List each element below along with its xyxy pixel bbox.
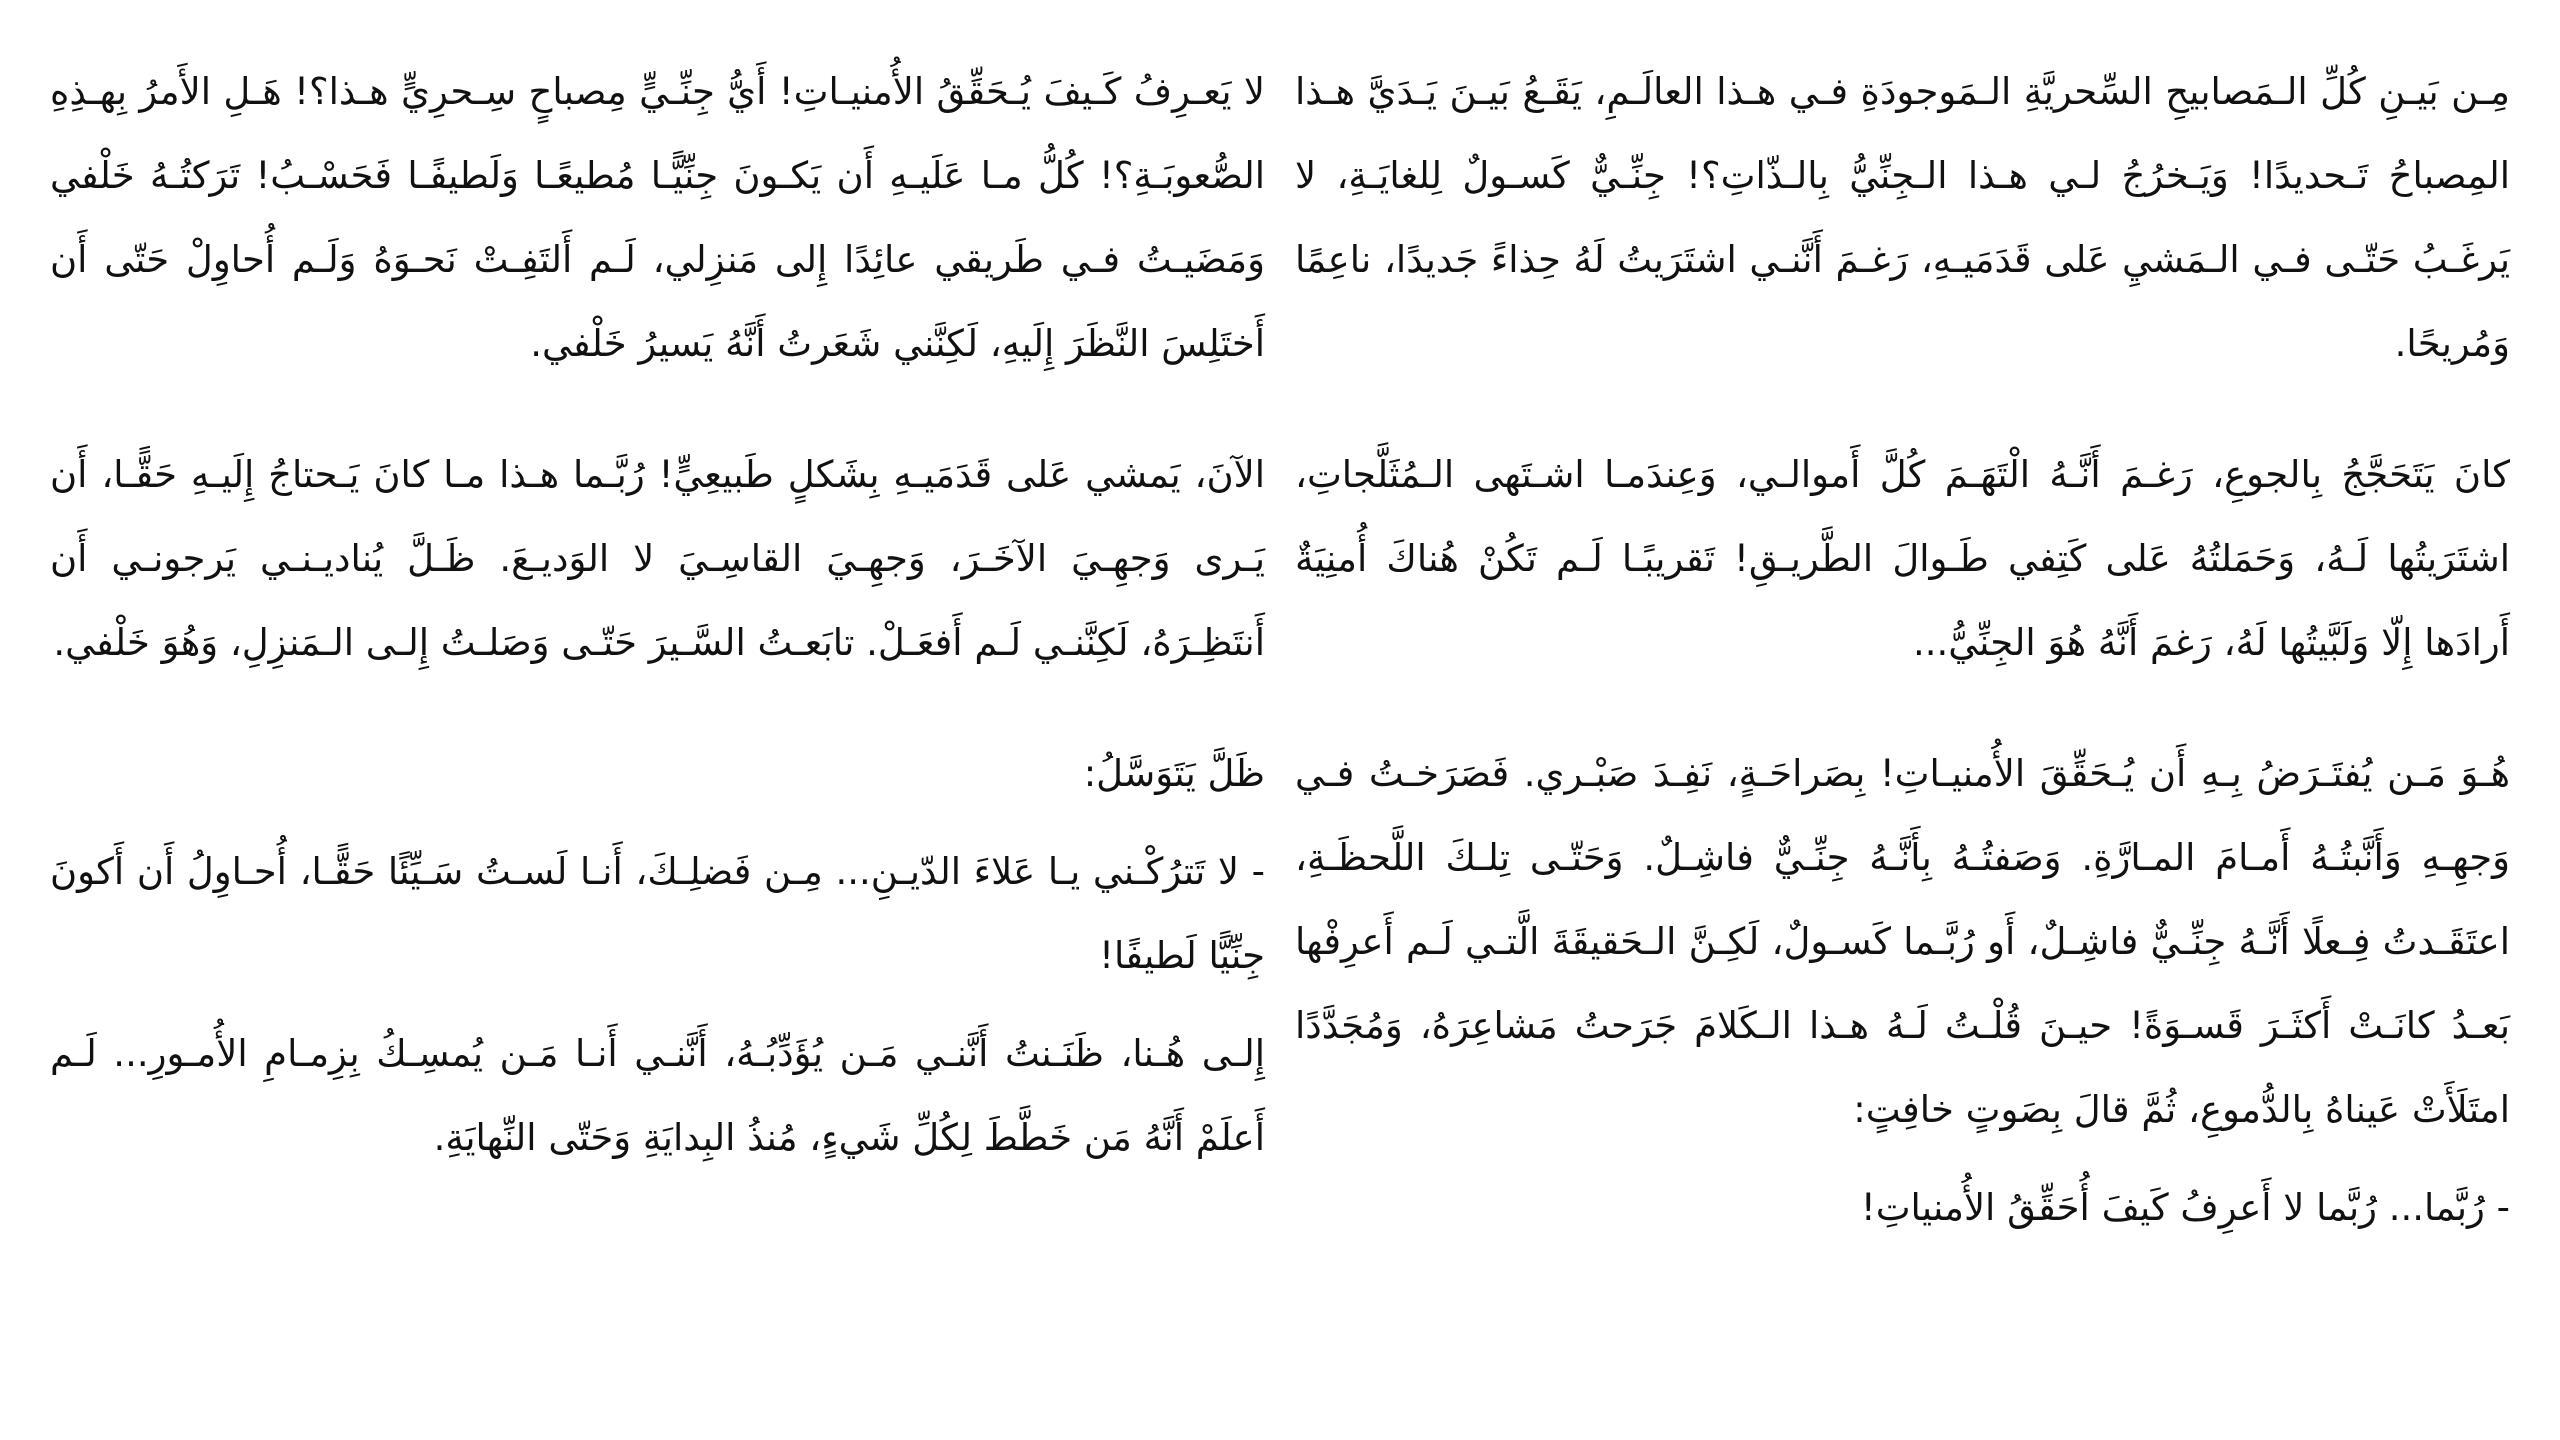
paragraph: ظَلَّ يَتَوَسَّلُ: xyxy=(1083,752,1265,795)
dialogue-line: - رُبَّما... رُبَّما لا أَعرِفُ كَيفَ أُحَقِّقُ الأُمنياتِ! xyxy=(1860,1186,2510,1229)
left-page xyxy=(50,50,1265,1440)
paragraph: كانَ يَتَحَجَّجُ بِالجوعِ، رَغـمَ أَنَّـهُ الْتَهَـمَ كُلَّ أَموالـي، وَعِندَمـا اشـتَهى الـمُثَلَّجاتِ، اشتَرَيتُها لَـهُ، وَحَمَلتُهُ عَلى كَتِفي طَـوالَ الطَّريـقِ! تَقريبًـا لَـم تَكُنْ هُناكَ أُمنِيَةٌ أَرادَها إِلّا وَلَبَّيتُها لَهُ، رَغمَ أَنَّهُ هُوَ الجِنِّيُّ... xyxy=(1295,453,2510,664)
paragraph: لا يَعـرِفُ كَـيفَ يُـحَقِّقُ الأُمنيـاتِ! أَيُّ جِنِّـيٍّ مِصباحٍ سِـحرِيٍّ هـذا؟! هَـلِ الأَمرُ بِهـذِهِ الصُّعوبَـةِ؟! كُلُّ مـا عَلَيـهِ أَن يَكـونَ جِنِّيًّـا مُطيعًـا وَلَطيفًـا فَحَسْـبُ! تَرَكتُـهُ خَلْفي وَمَضَيـتُ فـي طَريقي عائِدًا إِلى مَنزِلي، لَـم أَلتَفِـتْ نَحـوَهُ وَلَـم أُحاوِلْ حَتّى أَن أَختَلِسَ النَّظَرَ إِلَيهِ، لَكِنَّني شَعَرتُ أَنَّهُ يَسيرُ خَلْفي. xyxy=(50,70,1265,365)
paragraph: مِـن بَيـنِ كُلِّ الـمَصابيحِ السِّحريَّةِ الـمَوجودَةِ فـي هـذا العالَـمِ، يَقَـعُ بَيـنَ يَـدَيَّ هـذا المِصباحُ تَـحديدًا! وَيَـخرُجُ لـي هـذا الـجِنِّيُّ بِالـذّاتِ؟! جِنِّـيٌّ كَسـولٌ لِلغايَـةِ، لا يَرغَـبُ حَتّـى فـي الـمَشيِ عَلى قَدَمَيـهِ، رَغـمَ أَنَّنـي اشتَرَيتُ لَهُ حِذاءً جَديدًا، ناعِمًا وَمُريحًا. xyxy=(1295,70,2510,365)
dialogue-line: - لا تَترُكْـني يـا عَلاءَ الدّيـنِ... مِـن فَضلِـكَ، أَنـا لَسـتُ سَـيِّئًا حَقًّـا، أُحـاوِلُ أَن أَكونَ جِنِّيًّا لَطيفًا! xyxy=(50,850,1265,977)
paragraph: الآنَ، يَمشي عَلى قَدَمَيـهِ بِشَكلٍ طَبيعِيٍّ! رُبَّـما هـذا مـا كانَ يَـحتاجُ إِلَيـهِ حَقًّـا، أَن يَـرى وَجهِـيَ الآخَـرَ، وَجهِـيَ القاسِـيَ لا الوَديـعَ. ظَـلَّ يُناديـنـي يَرجونـي أَن أَنتَظِـرَهُ، لَكِنَّنـي لَـم أَفعَـلْ. تابَعـتُ السَّـيرَ حَتّـى وَصَلـتُ إِلـى الـمَنزِلِ، وَهُوَ خَلْفي. xyxy=(50,453,1265,664)
paragraph: إِلـى هُـنا، ظَنَـنتُ أَنَّنـي مَـن يُؤَدِّبُـهُ، أَنَّنـي أَنـا مَـن يُمسِـكُ بِزِمـامِ الأُمـورِ... لَـم أَعلَمْ أَنَّهُ مَن خَطَّطَ لِكُلِّ شَيءٍ، مُنذُ البِدايَةِ وَحَتّى النِّهايَةِ. xyxy=(50,1032,1265,1159)
paragraph: هُـوَ مَـن يُفتَـرَضُ بِـهِ أَن يُـحَقِّقَ الأُمنيـاتِ! بِصَراحَـةٍ، نَفِـدَ صَبْـري. فَصَرَخـتُ فـي وَجهِـهِ وَأَنَّبتُـهُ أَمـامَ المـارَّةِ. وَصَفتُـهُ بِأَنَّـهُ جِنِّـيٌّ فاشِـلٌ. وَحَتّـى تِلـكَ اللَّحظَـةِ، اعتَقَـدتُ فِـعلًا أَنَّـهُ جِنِّـيٌّ فاشِـلٌ، أَو رُبَّـما كَسـولٌ، لَكِـنَّ الـحَقيقَةَ الَّتـي لَـم أَعرِفْها بَعـدُ كانَـتْ أَكثَـرَ قَسـوَةً! حيـنَ قُلْـتُ لَـهُ هـذا الـكَلامَ جَرَحتُ مَشاعِرَهُ، وَمُجَدَّدًا امتَلَأَتْ عَيناهُ بِالدُّموعِ، ثُمَّ قالَ بِصَوتٍ خافِتٍ: xyxy=(1295,752,2510,1131)
right-page xyxy=(1295,50,2510,1440)
